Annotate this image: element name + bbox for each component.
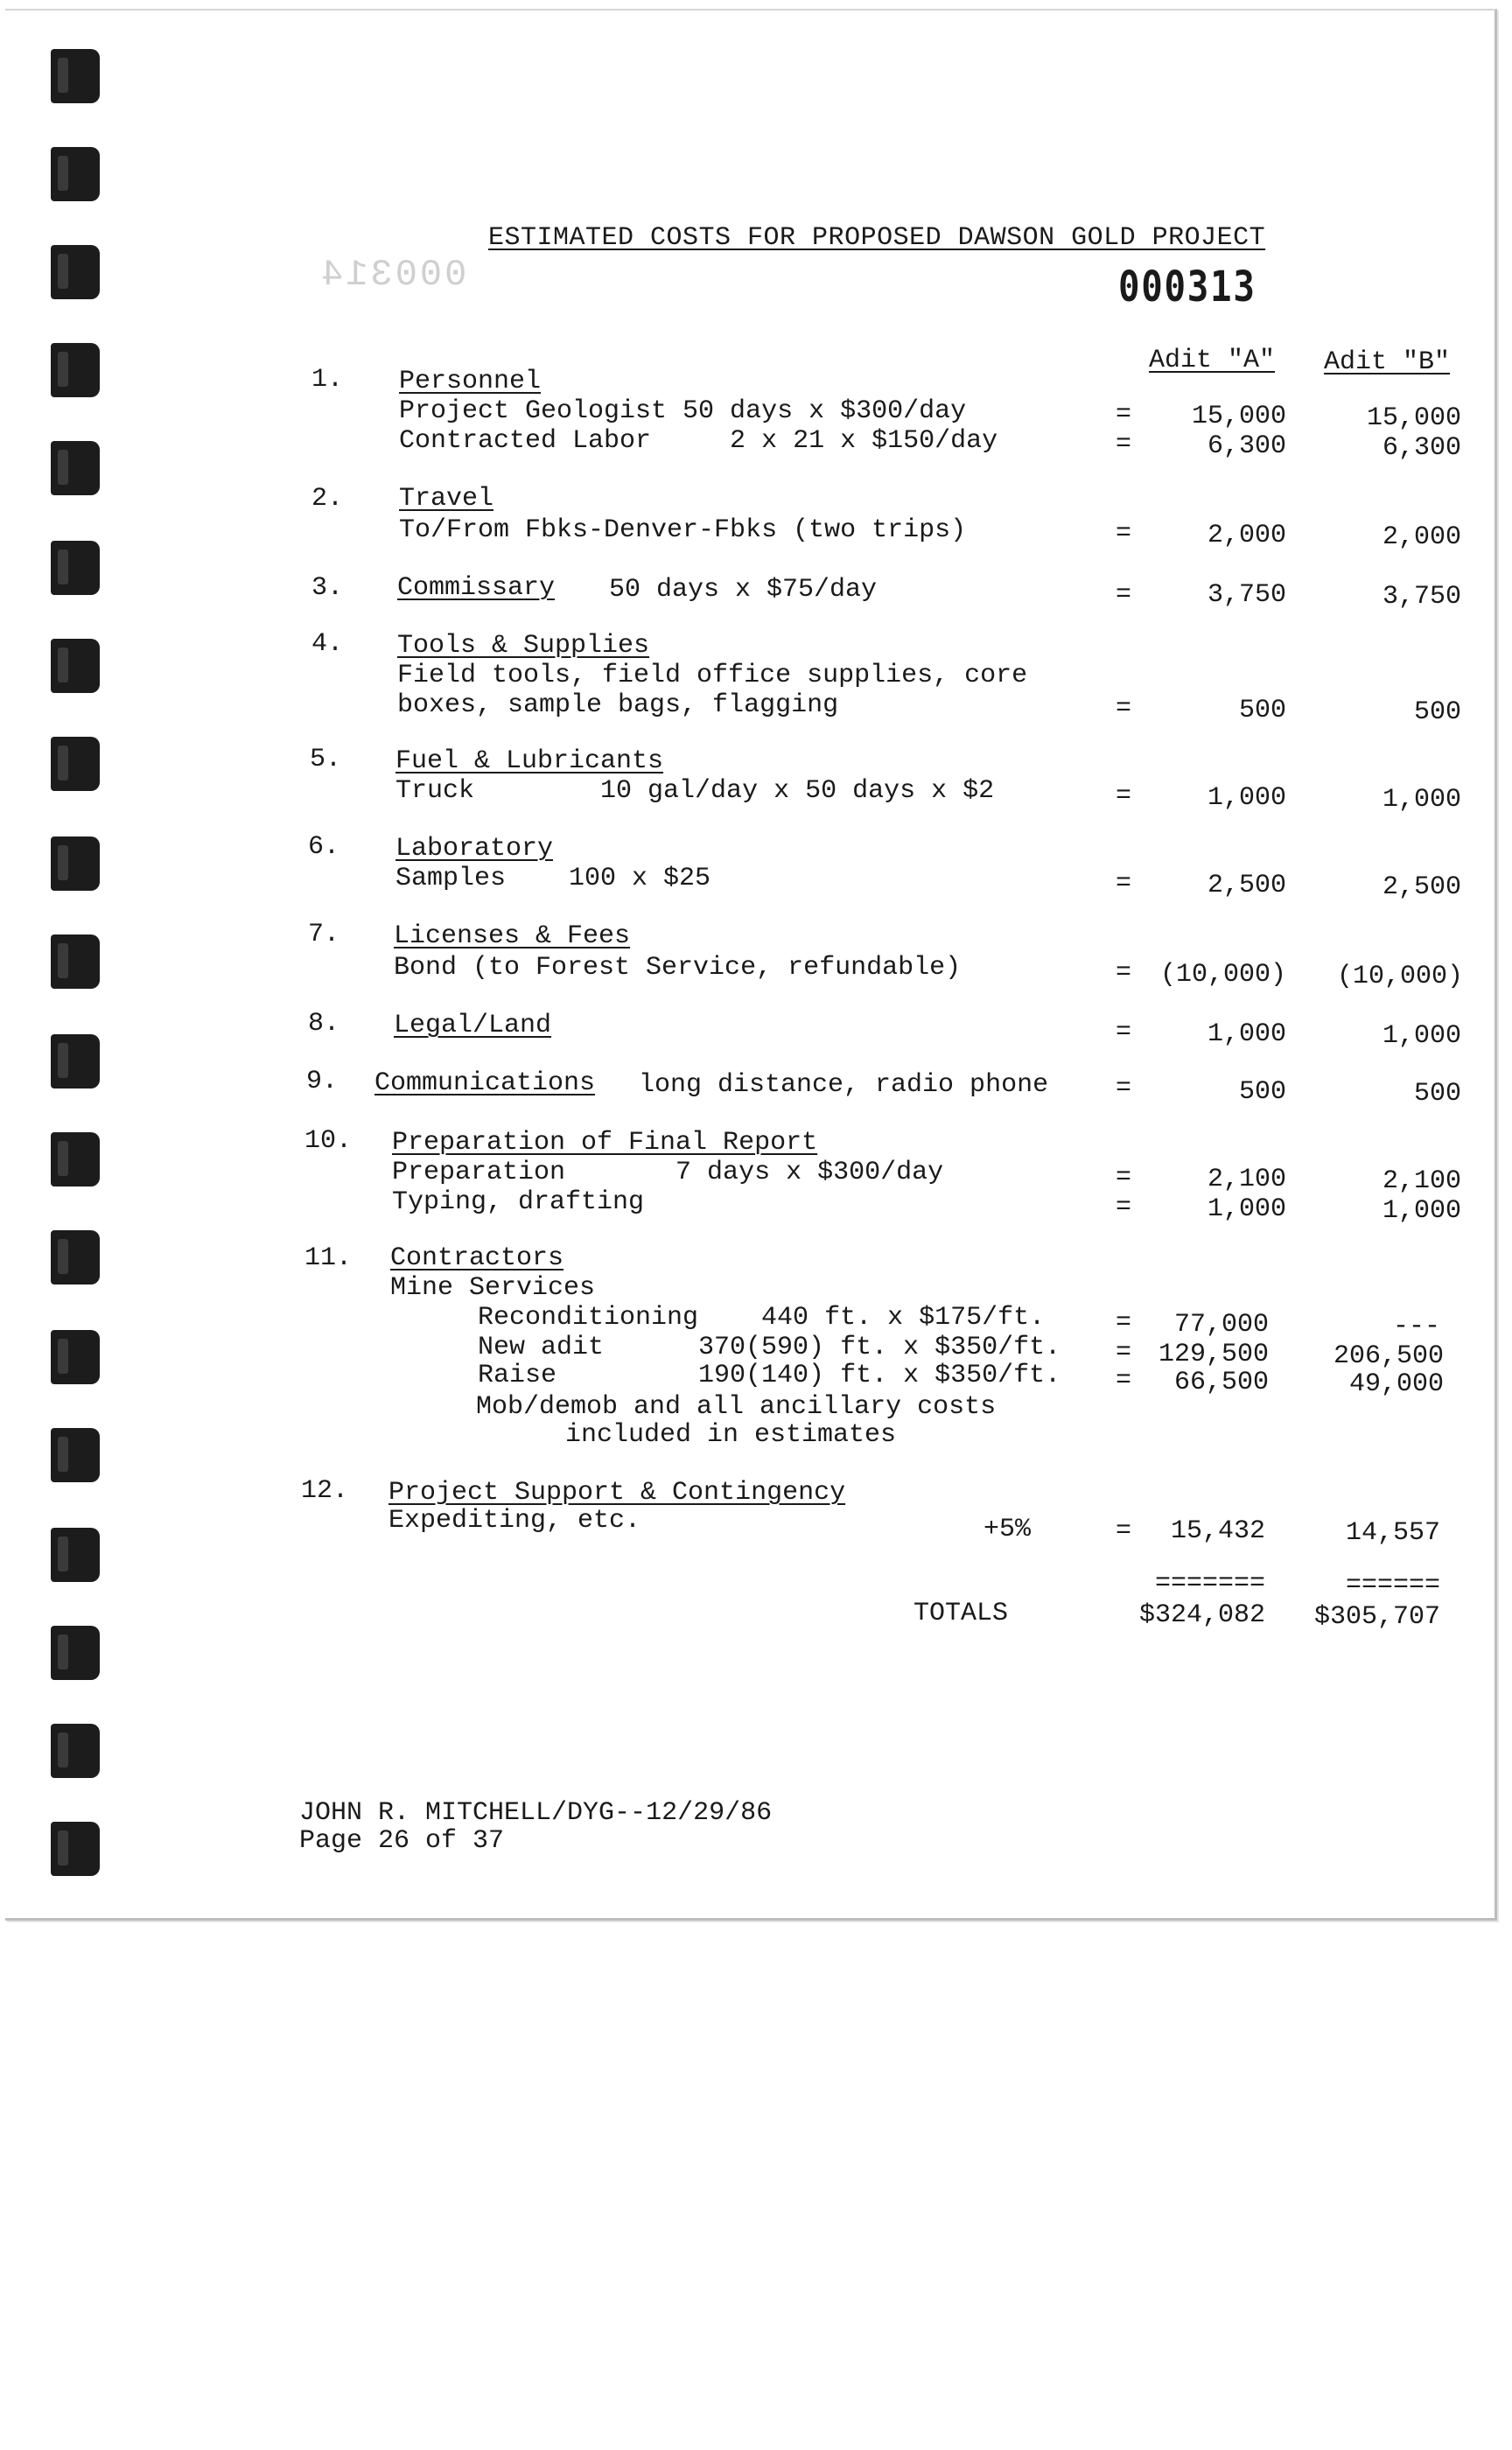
footer-author-line: JOHN R. MITCHELL/DYG--12/29/86 bbox=[299, 1798, 773, 1828]
item-number: 6. bbox=[308, 832, 340, 862]
item-line: Field tools, field office supplies, core bbox=[397, 661, 1028, 690]
item-line: Contracted Labor 2 x 21 x $150/day bbox=[399, 426, 998, 456]
amount-a: 66,500 bbox=[1173, 1368, 1269, 1397]
equals-sign: = bbox=[1115, 519, 1131, 549]
item-line: Preparation 7 days x $300/day bbox=[392, 1158, 944, 1187]
item-line: Expediting, etc. bbox=[388, 1506, 641, 1536]
binder-hole bbox=[51, 49, 100, 103]
amount-a: 2,100 bbox=[1207, 1165, 1286, 1194]
amount-b: 206,500 bbox=[1333, 1341, 1444, 1371]
equals-sign: = bbox=[1115, 1366, 1131, 1396]
item-number: 9. bbox=[306, 1067, 339, 1096]
item-line: Reconditioning 440 ft. x $175/ft. bbox=[478, 1303, 1046, 1333]
equals-sign: = bbox=[1115, 869, 1131, 899]
document-title: ESTIMATED COSTS FOR PROPOSED DAWSON GOLD PROJECT bbox=[488, 223, 1266, 253]
amount-a: (10,000) bbox=[1159, 960, 1286, 990]
equals-sign: = bbox=[1115, 1163, 1131, 1193]
item-number: 2. bbox=[312, 484, 344, 514]
amount-a: 1,000 bbox=[1207, 783, 1286, 813]
binder-hole bbox=[51, 1428, 100, 1482]
amount-b: 14,557 bbox=[1345, 1518, 1440, 1548]
item-line: New adit 370(590) ft. x $350/ft. bbox=[478, 1333, 1061, 1362]
binder-hole bbox=[51, 1626, 100, 1680]
amount-b: 500 bbox=[1413, 697, 1461, 727]
equals-sign: = bbox=[1115, 1018, 1131, 1047]
equals-sign: = bbox=[1115, 1074, 1131, 1103]
item-line: Bond (to Forest Service, refundable) bbox=[394, 953, 962, 983]
binder-hole bbox=[51, 1132, 100, 1186]
item-line: 50 days x $75/day bbox=[609, 575, 878, 605]
amount-b: 500 bbox=[1413, 1079, 1461, 1109]
amount-b: 3,750 bbox=[1382, 582, 1461, 612]
amount-a: 1,000 bbox=[1207, 1019, 1286, 1049]
amount-b: 1,000 bbox=[1382, 1196, 1461, 1226]
item-number: 1. bbox=[312, 365, 344, 395]
binder-hole bbox=[51, 1528, 100, 1582]
amount-a: 500 bbox=[1238, 696, 1286, 725]
equals-sign: = bbox=[1115, 781, 1131, 811]
item-line: boxes, sample bags, flagging bbox=[397, 690, 839, 720]
equals-sign: = bbox=[1115, 1193, 1131, 1222]
amount-b: 1,000 bbox=[1382, 785, 1461, 815]
item-heading: Commissary bbox=[397, 573, 556, 603]
equals-sign: = bbox=[1115, 430, 1131, 459]
amount-a: 6,300 bbox=[1207, 431, 1286, 461]
amount-a: 77,000 bbox=[1173, 1310, 1269, 1340]
ghost-number-stamp: 000314 bbox=[318, 254, 467, 296]
item-line: To/From Fbks-Denver-Fbks (two trips) bbox=[399, 515, 967, 545]
item-line: included in estimates bbox=[565, 1420, 897, 1450]
amount-a: 500 bbox=[1238, 1077, 1286, 1107]
equals-sign: = bbox=[1115, 1308, 1131, 1338]
total-rule-b: ====== bbox=[1345, 1571, 1440, 1600]
item-heading: Project Support & Contingency bbox=[388, 1478, 846, 1508]
item-line: long distance, radio phone bbox=[639, 1070, 1049, 1100]
binder-hole bbox=[51, 1034, 100, 1088]
binder-hole bbox=[51, 737, 100, 791]
equals-sign: = bbox=[1115, 694, 1131, 724]
amount-b: 2,000 bbox=[1382, 522, 1461, 552]
item-number: 3. bbox=[312, 573, 344, 603]
column-header-adit-b: Adit "B" bbox=[1323, 347, 1451, 377]
binder-hole bbox=[51, 343, 100, 397]
item-heading: Laboratory bbox=[396, 834, 554, 864]
binder-hole bbox=[51, 1822, 100, 1876]
item-number: 10. bbox=[304, 1126, 353, 1156]
item-number: 12. bbox=[301, 1476, 349, 1506]
binder-hole bbox=[51, 1230, 100, 1284]
item-line: Mob/demob and all ancillary costs bbox=[476, 1392, 997, 1422]
item-heading: Travel bbox=[399, 484, 494, 514]
binder-hole bbox=[51, 441, 100, 495]
amount-a: 2,500 bbox=[1207, 871, 1286, 900]
equals-sign: = bbox=[1115, 958, 1131, 988]
item-heading: Preparation of Final Report bbox=[392, 1128, 818, 1158]
totals-label: TOTALS bbox=[914, 1599, 1009, 1628]
equals-sign: = bbox=[1115, 580, 1131, 610]
amount-a: 129,500 bbox=[1158, 1340, 1269, 1369]
amount-b: 2,500 bbox=[1382, 872, 1461, 902]
amount-a: 1,000 bbox=[1207, 1194, 1286, 1224]
percent-label: +5% bbox=[984, 1515, 1032, 1544]
item-heading: Tools & Supplies bbox=[397, 631, 650, 661]
binder-hole bbox=[51, 1724, 100, 1778]
item-heading: Fuel & Lubricants bbox=[396, 746, 664, 776]
binder-hole bbox=[51, 541, 100, 595]
item-number: 11. bbox=[304, 1243, 353, 1273]
total-rule-a: ======= bbox=[1154, 1569, 1265, 1599]
total-b: $305,707 bbox=[1313, 1602, 1440, 1632]
item-number: 7. bbox=[308, 920, 340, 949]
amount-b: 2,100 bbox=[1382, 1166, 1461, 1196]
item-number: 8. bbox=[308, 1009, 340, 1039]
page-number-stamp: 000313 bbox=[1118, 262, 1256, 312]
binder-hole bbox=[51, 1330, 100, 1384]
item-line: Truck 10 gal/day x 50 days x $2 bbox=[396, 776, 995, 806]
item-line: Mine Services bbox=[390, 1273, 596, 1303]
amount-a: 15,432 bbox=[1170, 1516, 1265, 1546]
equals-sign: = bbox=[1115, 1338, 1131, 1368]
binder-hole bbox=[51, 147, 100, 201]
item-heading: Contractors bbox=[390, 1243, 564, 1273]
item-line: Raise 190(140) ft. x $350/ft. bbox=[478, 1361, 1061, 1390]
amount-b: 49,000 bbox=[1348, 1369, 1444, 1399]
item-heading: Licenses & Fees bbox=[394, 921, 631, 951]
binder-hole bbox=[51, 934, 100, 989]
amount-b: (10,000) bbox=[1336, 962, 1463, 991]
item-number: 4. bbox=[312, 629, 344, 659]
item-line: Typing, drafting bbox=[392, 1187, 645, 1217]
amount-b: 6,300 bbox=[1382, 433, 1461, 463]
footer-page-line: Page 26 of 37 bbox=[299, 1826, 505, 1856]
binder-holes bbox=[51, 0, 112, 1925]
binder-hole bbox=[51, 639, 100, 693]
amount-b: 15,000 bbox=[1366, 403, 1461, 433]
item-heading: Communications bbox=[374, 1068, 596, 1098]
column-header-adit-a: Adit "A" bbox=[1148, 346, 1276, 375]
amount-a: 15,000 bbox=[1191, 402, 1286, 431]
amount-b: --- bbox=[1392, 1312, 1440, 1341]
binder-hole bbox=[51, 836, 100, 891]
amount-a: 2,000 bbox=[1207, 521, 1286, 550]
equals-sign: = bbox=[1115, 400, 1131, 430]
total-a: $324,082 bbox=[1138, 1600, 1265, 1630]
item-heading: Legal/Land bbox=[394, 1011, 552, 1040]
item-line: Samples 100 x $25 bbox=[396, 864, 711, 893]
item-line: Project Geologist 50 days x $300/day bbox=[399, 396, 967, 426]
binder-hole bbox=[51, 245, 100, 299]
amount-a: 3,750 bbox=[1207, 580, 1286, 610]
amount-b: 1,000 bbox=[1382, 1021, 1461, 1051]
item-heading: Personnel bbox=[399, 367, 542, 396]
item-number: 5. bbox=[310, 745, 342, 774]
equals-sign: = bbox=[1115, 1516, 1131, 1546]
